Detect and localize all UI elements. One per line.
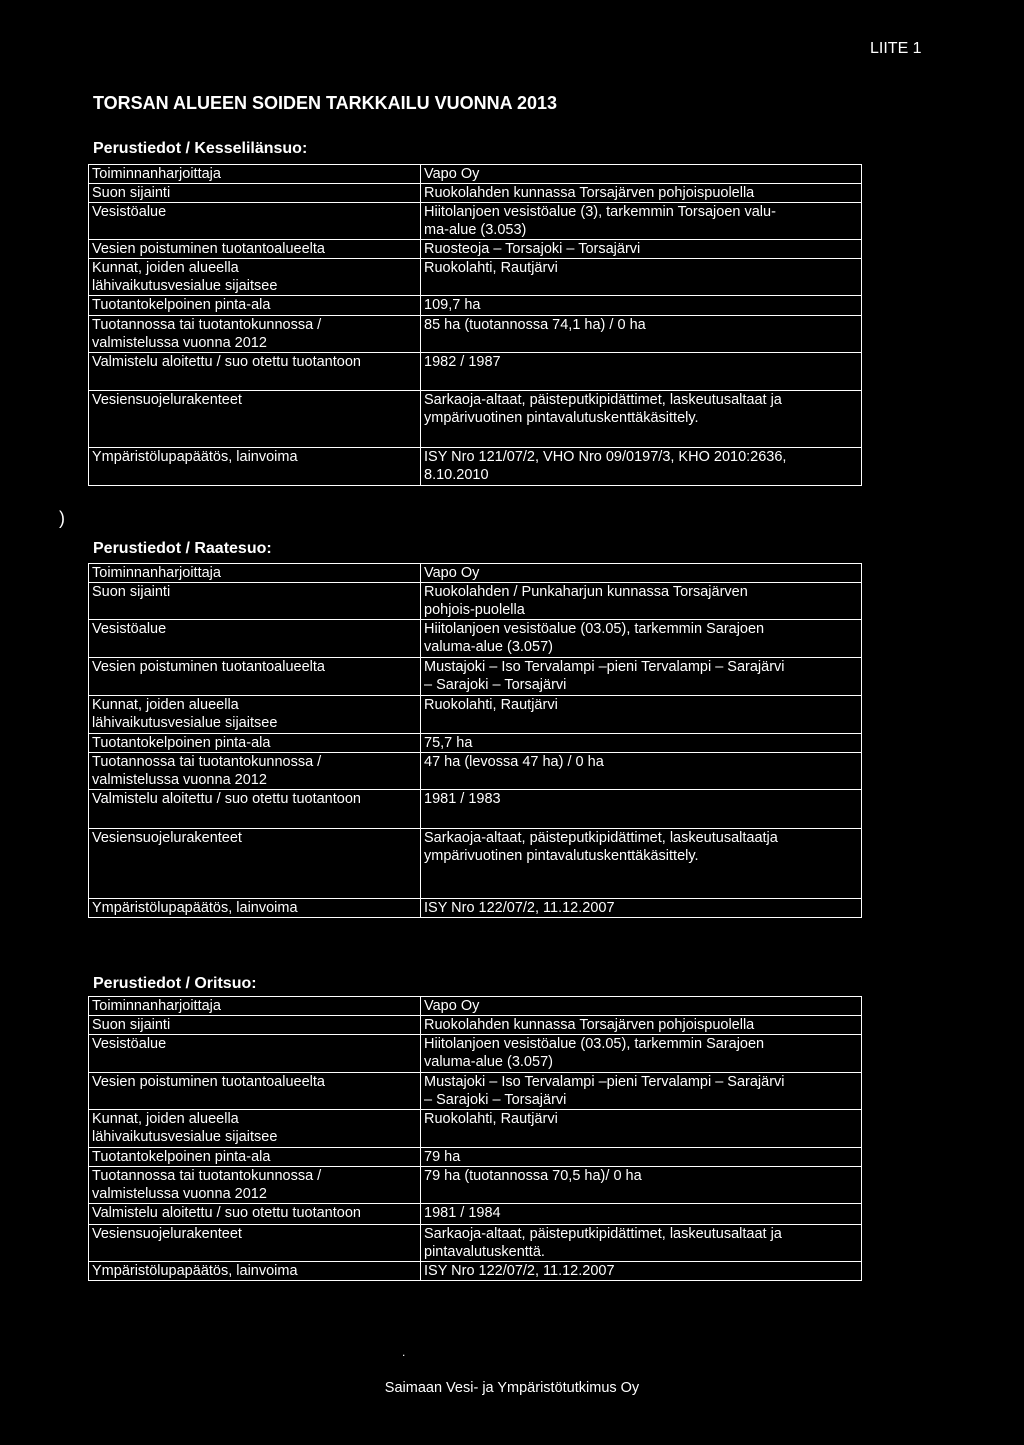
section-heading-raatesuo: Perustiedot / Raatesuo: bbox=[93, 540, 272, 557]
field-label: Suon sijainti bbox=[89, 1016, 421, 1035]
field-label: Tuotannossa tai tuotantokunnossa / valmistelussa vuonna 2012 bbox=[89, 1167, 421, 1204]
field-value: 1982 / 1987 bbox=[421, 353, 862, 391]
field-label: Ympäristölupapäätös, lainvoima bbox=[89, 1262, 421, 1281]
table-row bbox=[89, 240, 862, 259]
table-row bbox=[89, 1204, 862, 1225]
table-row bbox=[89, 316, 862, 353]
field-value: 75,7 ha bbox=[421, 734, 862, 753]
field-label: Tuotannossa tai tuotantokunnossa / valmistelussa vuonna 2012 bbox=[89, 753, 421, 790]
field-label: Vesistöalue bbox=[89, 620, 421, 658]
field-label: Suon sijainti bbox=[89, 583, 421, 620]
field-value: Hiitolanjoen vesistöalue (03.05), tarkemmin Sarajoen valuma-alue (3.057) bbox=[421, 620, 862, 658]
table-row bbox=[89, 296, 862, 316]
field-value: Sarkaoja-altaat, päisteputkipidättimet, laskeutusaltaatja ympärivuotinen pintavalutuskenttäkäsittely. bbox=[421, 829, 862, 899]
table-row bbox=[89, 734, 862, 753]
table-row bbox=[89, 184, 862, 203]
field-value: ISY Nro 122/07/2, 11.12.2007 bbox=[421, 899, 862, 918]
field-value: Ruokolahden kunnassa Torsajärven pohjoispuolella bbox=[421, 1016, 862, 1035]
info-table-kesselilansuo bbox=[88, 164, 862, 486]
field-label: Vesistöalue bbox=[89, 203, 421, 240]
field-label: Valmistelu aloitettu / suo otettu tuotantoon bbox=[89, 790, 421, 829]
table-row bbox=[89, 1262, 862, 1281]
field-value: 109,7 ha bbox=[421, 296, 862, 316]
table-row bbox=[89, 165, 862, 184]
table-row bbox=[89, 899, 862, 918]
field-value: Sarkaoja-altaat, päisteputkipidättimet, laskeutusaltaat ja pintavalutuskenttä. bbox=[421, 1225, 862, 1262]
field-label: Vesien poistuminen tuotantoalueelta bbox=[89, 240, 421, 259]
table-row bbox=[89, 1148, 862, 1167]
field-label: Tuotantokelpoinen pinta-ala bbox=[89, 296, 421, 316]
field-label: Suon sijainti bbox=[89, 184, 421, 203]
table-row bbox=[89, 753, 862, 790]
table-row bbox=[89, 696, 862, 734]
field-value: 47 ha (levossa 47 ha) / 0 ha bbox=[421, 753, 862, 790]
field-label: Vesiensuojelurakenteet bbox=[89, 1225, 421, 1262]
document-title: TORSAN ALUEEN SOIDEN TARKKAILU VUONNA 2013 bbox=[93, 93, 558, 113]
field-value: ISY Nro 122/07/2, 11.12.2007 bbox=[421, 1262, 862, 1281]
table-row bbox=[89, 1110, 862, 1148]
field-value: Ruokolahti, Rautjärvi bbox=[421, 1110, 862, 1148]
field-label: Kunnat, joiden alueella lähivaikutusvesialue sijaitsee bbox=[89, 696, 421, 734]
table-row bbox=[89, 391, 862, 448]
field-value: Vapo Oy bbox=[421, 564, 862, 583]
field-label: Kunnat, joiden alueella lähivaikutusvesialue sijaitsee bbox=[89, 259, 421, 296]
margin-mark: ) bbox=[59, 508, 65, 528]
field-label: Tuotannossa tai tuotantokunnossa / valmistelussa vuonna 2012 bbox=[89, 316, 421, 353]
table-row bbox=[89, 790, 862, 829]
field-value: Ruokolahti, Rautjärvi bbox=[421, 259, 862, 296]
table-row bbox=[89, 203, 862, 240]
field-value: 85 ha (tuotannossa 74,1 ha) / 0 ha bbox=[421, 316, 862, 353]
field-label: Toiminnanharjoittaja bbox=[89, 997, 421, 1016]
field-label: Vesien poistuminen tuotantoalueelta bbox=[89, 1073, 421, 1110]
field-value: 1981 / 1984 bbox=[421, 1204, 862, 1225]
field-label: Valmistelu aloitettu / suo otettu tuotantoon bbox=[89, 1204, 421, 1225]
field-label: Vesiensuojelurakenteet bbox=[89, 829, 421, 899]
footer-dot: . bbox=[402, 1345, 406, 1359]
table-row bbox=[89, 1073, 862, 1110]
table-row bbox=[89, 1167, 862, 1204]
info-table-oritsuo bbox=[88, 996, 862, 1281]
field-value: Hiitolanjoen vesistöalue (3), tarkemmin Torsajoen valu- ma-alue (3.053) bbox=[421, 203, 862, 240]
table-row bbox=[89, 658, 862, 696]
footer-publisher: Saimaan Vesi- ja Ympäristötutkimus Oy bbox=[384, 1380, 640, 1396]
table-row bbox=[89, 1035, 862, 1073]
field-value: Mustajoki – Iso Tervalampi –pieni Tervalampi – Sarajärvi – Sarajoki – Torsajärvi bbox=[421, 658, 862, 696]
field-value: 79 ha (tuotannossa 70,5 ha)/ 0 ha bbox=[421, 1167, 862, 1204]
field-value: Ruokolahden / Punkaharjun kunnassa Torsajärven pohjois-puolella bbox=[421, 583, 862, 620]
field-label: Vesistöalue bbox=[89, 1035, 421, 1073]
field-label: Vesien poistuminen tuotantoalueelta bbox=[89, 658, 421, 696]
field-value: Ruokolahti, Rautjärvi bbox=[421, 696, 862, 734]
table-row bbox=[89, 620, 862, 658]
table-row bbox=[89, 1225, 862, 1262]
table-row bbox=[89, 997, 862, 1016]
field-label: Kunnat, joiden alueella lähivaikutusvesialue sijaitsee bbox=[89, 1110, 421, 1148]
field-value: Mustajoki – Iso Tervalampi –pieni Tervalampi – Sarajärvi – Sarajoki – Torsajärvi bbox=[421, 1073, 862, 1110]
field-label: Toiminnanharjoittaja bbox=[89, 564, 421, 583]
field-label: Ympäristölupapäätös, lainvoima bbox=[89, 448, 421, 486]
table-row bbox=[89, 1016, 862, 1035]
field-value: 79 ha bbox=[421, 1148, 862, 1167]
field-label: Vesiensuojelurakenteet bbox=[89, 391, 421, 448]
field-label: Tuotantokelpoinen pinta-ala bbox=[89, 734, 421, 753]
appendix-label: LIITE 1 bbox=[870, 40, 922, 57]
field-label: Toiminnanharjoittaja bbox=[89, 165, 421, 184]
table-row bbox=[89, 564, 862, 583]
section-heading-kesselilansuo: Perustiedot / Kesselilänsuo: bbox=[93, 140, 308, 157]
field-value: 1981 / 1983 bbox=[421, 790, 862, 829]
table-row bbox=[89, 259, 862, 296]
table-row bbox=[89, 353, 862, 391]
field-value: Vapo Oy bbox=[421, 997, 862, 1016]
field-label: Valmistelu aloitettu / suo otettu tuotantoon bbox=[89, 353, 421, 391]
field-value: ISY Nro 121/07/2, VHO Nro 09/0197/3, KHO 2010:2636, 8.10.2010 bbox=[421, 448, 862, 486]
table-row bbox=[89, 448, 862, 486]
section-heading-oritsuo: Perustiedot / Oritsuo: bbox=[93, 975, 257, 992]
field-value: Hiitolanjoen vesistöalue (03.05), tarkemmin Sarajoen valuma-alue (3.057) bbox=[421, 1035, 862, 1073]
table-row bbox=[89, 583, 862, 620]
field-value: Vapo Oy bbox=[421, 165, 862, 184]
info-table-raatesuo bbox=[88, 563, 862, 918]
field-value: Sarkaoja-altaat, päisteputkipidättimet, laskeutusaltaat ja ympärivuotinen pintavalutuskenttäkäsittely. bbox=[421, 391, 862, 448]
field-value: Ruosteoja – Torsajoki – Torsajärvi bbox=[421, 240, 862, 259]
table-row bbox=[89, 829, 862, 899]
field-label: Ympäristölupapäätös, lainvoima bbox=[89, 899, 421, 918]
field-value: Ruokolahden kunnassa Torsajärven pohjoispuolella bbox=[421, 184, 862, 203]
field-label: Tuotantokelpoinen pinta-ala bbox=[89, 1148, 421, 1167]
